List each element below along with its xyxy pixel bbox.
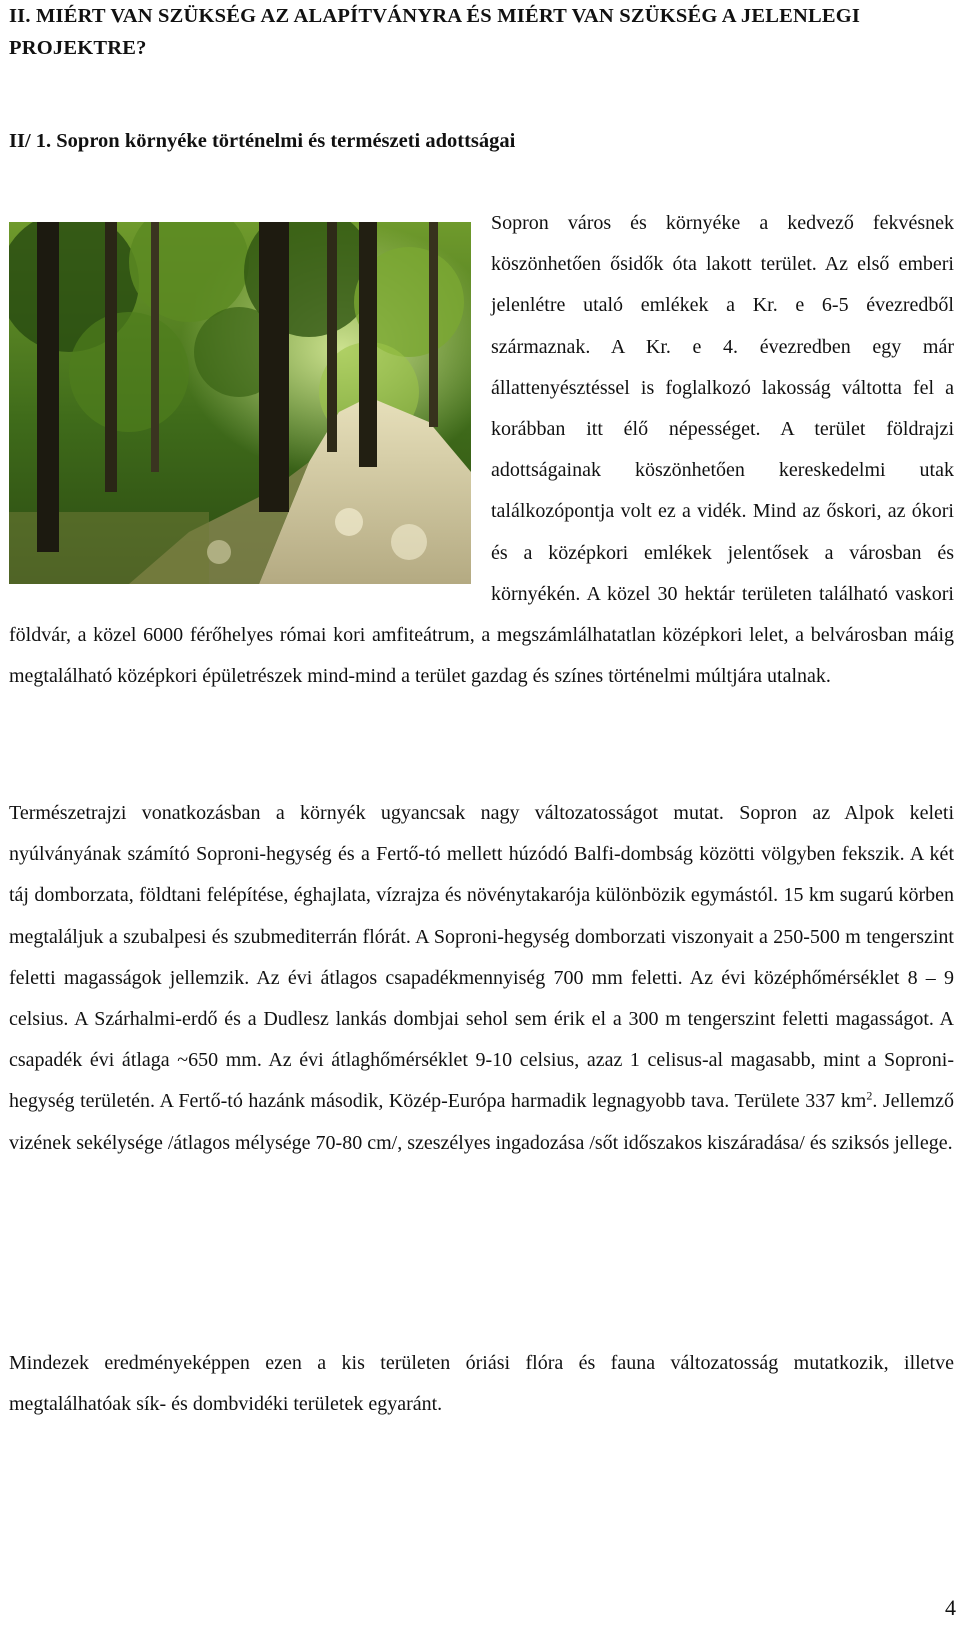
section-title: II. MIÉRT VAN SZÜKSÉG AZ ALAPÍTVÁNYRA ÉS MIÉRT VAN SZÜKSÉG A JELENLEGI PROJEKTRE? xyxy=(9,5,861,59)
area-unit-superscript: 2 xyxy=(866,1088,873,1103)
nature-paragraph xyxy=(9,793,954,1164)
history-text: Sopron város és környéke a kedvező fekvésnek köszönhetően ősidők óta lakott terület. Az első emberi jelenlétre utaló emlékek a Kr. e 6-5 évezredből származnak. A Kr. e 4. évezredben egy már állattenyésztéssel is foglalkozó lakosság váltotta fel a korábban itt élő népességet. A terület földrajzi adottságainak köszönhetően kereskedelmi utak találkozópontja volt ez a vidék. Mind az őskori, az ókori és a középkori emlékek jelentősek a városban és környékén. A közel 30 hektár területen található vaskori földvár, a közel 6000 férőhelyes római kori amfiteátrum, a megszámlálhatatlan középkori lelet, a belvárosban máig megtalálható középkori épületrészek mind-mind a terület gazdag és színes történelmi múltjára utalnak. xyxy=(9,212,954,688)
forest-path-photo xyxy=(9,222,471,584)
subsection-title: II/ 1. Sopron környéke történelmi és természeti adottságai xyxy=(9,130,516,152)
history-paragraph xyxy=(9,203,954,697)
summary-paragraph: Mindezek eredményeképpen ezen a kis területen óriási flóra és fauna változatosság mutatkozik, illetve megtalálhatóak sík- és dombvidéki területek egyaránt. xyxy=(9,1352,954,1416)
forest-path-illustration xyxy=(9,222,471,584)
nature-text-end: . Jellemző vizének sekélysége /átlagos mélysége 70-80 cm/, szeszélyes ingadozása /sőt időszakos kiszáradása/ és sziksós jellege. xyxy=(9,1090,954,1154)
nature-text: Természetrajzi vonatkozásban a környék ugyancsak nagy változatosságot mutat. Sopron az Alpok keleti nyúlványának számító Soproni-hegység és a Fertő-tó mellett húzódó Balfi-dombság közötti völgyben fekszik. A két táj domborzata, földtani felépítése, éghajlata, vízrajza és növénytakarója különbözik egymástól. 15 km sugarú körben megtaláljuk a szubalpesi és szubmediterrán flórát. A Soproni-hegység domborzati viszonyait a 250-500 m tengerszint feletti magasságok jellemzik. Az évi átlagos csapadékmennyiség 700 mm feletti. Az évi középhőmérséklet 8 – 9 celsius. A Szárhalmi-erdő és a Dudlesz lankás dombjai sehol sem érik el a 300 m tengerszint feletti magasságot. A csapadék évi átlaga ~650 mm. Az évi átlaghőmérséklet 9-10 celsius, azaz 1 celisus-al magasabb, mint a Soproni-hegység területén. A Fertő-tó hazánk második, Közép-Európa harmadik legnagyobb tava. Területe 337 km xyxy=(9,802,954,1113)
page-number: 4 xyxy=(945,1595,956,1620)
